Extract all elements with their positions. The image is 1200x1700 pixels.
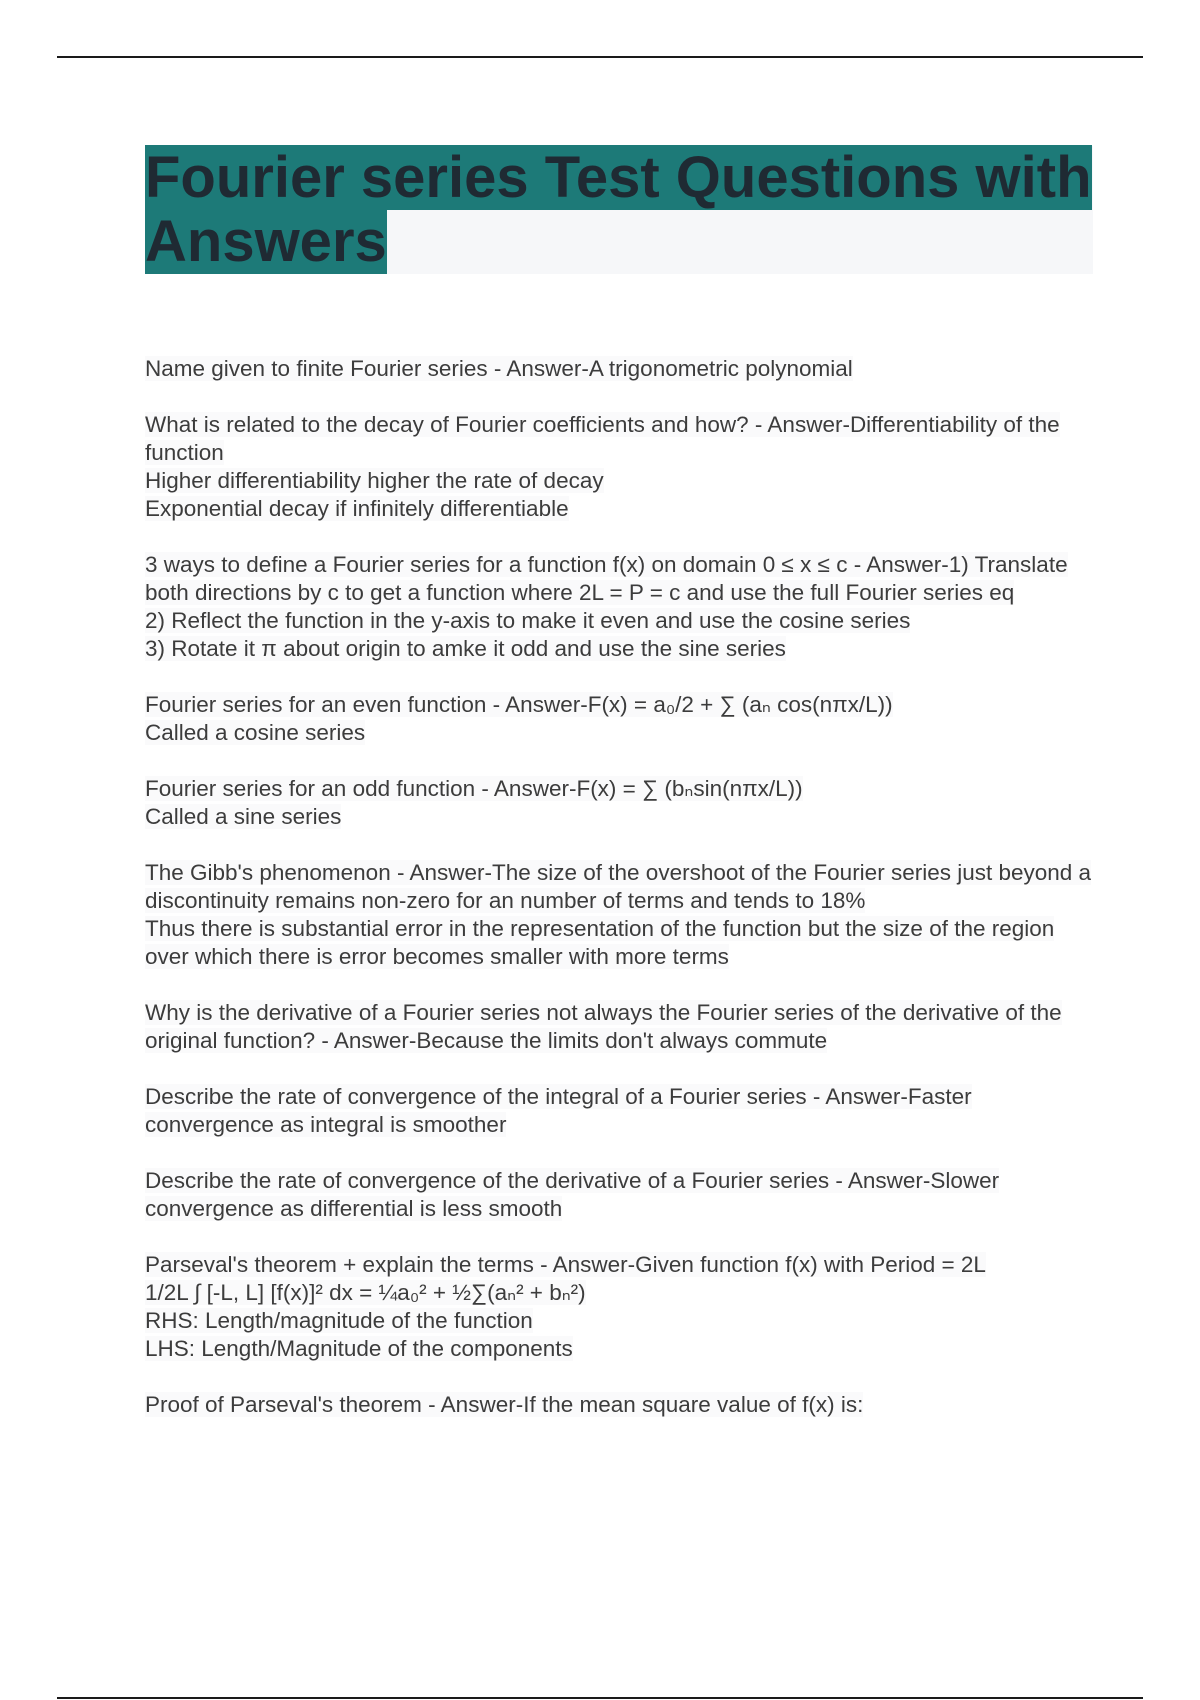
qa-item	[145, 775, 1095, 831]
qa-item	[145, 1167, 1095, 1223]
qa-item	[145, 691, 1095, 747]
footer-rule	[57, 1697, 1143, 1699]
qa-text: The Gibb's phenomenon - Answer-The size of the overshoot of the Fourier series just beyond a discontinuity remains non-zero for an number of terms and tends to 18% Thus there is substantial error in the representation of the function but the size of the region over which there is error becomes smaller with more terms	[145, 860, 1092, 969]
document-title: Fourier series Test Questions with Answers	[145, 145, 1092, 274]
qa-list	[145, 355, 1095, 1447]
qa-item	[145, 355, 1095, 383]
qa-text: Describe the rate of convergence of the integral of a Fourier series - Answer-Faster convergence as integral is smoother	[145, 1084, 972, 1137]
qa-item	[145, 859, 1095, 971]
title-block	[145, 146, 1093, 274]
qa-text: Describe the rate of convergence of the derivative of a Fourier series - Answer-Slower convergence as differential is less smooth	[145, 1168, 1000, 1221]
qa-item	[145, 999, 1095, 1055]
qa-text: 3 ways to define a Fourier series for a function f(x) on domain 0 ≤ x ≤ c - Answer-1) Translate both directions by c to get a function where 2L = P = c and use the full Fourier series eq 2) Reflect the function in the y-axis to make it even and use the cosine series 3) Rotate it π about origin to amke it odd and use the sine series	[145, 552, 1068, 661]
qa-text: Proof of Parseval's theorem - Answer-If the mean square value of f(x) is:	[145, 1392, 864, 1417]
qa-item	[145, 411, 1095, 523]
qa-text: Why is the derivative of a Fourier series not always the Fourier series of the derivative of the original function? - Answer-Because the limits don't always commute	[145, 1000, 1062, 1053]
qa-item	[145, 1391, 1095, 1419]
qa-text: Fourier series for an even function - Answer-F(x) = a₀/2 + ∑ (aₙ cos(nπx/L)) Called a cosine series	[145, 692, 893, 745]
qa-item	[145, 1083, 1095, 1139]
qa-text: Name given to finite Fourier series - Answer-A trigonometric polynomial	[145, 356, 853, 381]
qa-text: Fourier series for an odd function - Answer-F(x) = ∑ (bₙsin(nπx/L)) Called a sine series	[145, 776, 803, 829]
qa-item	[145, 551, 1095, 663]
qa-item	[145, 1251, 1095, 1363]
header-rule	[57, 56, 1143, 58]
qa-text: Parseval's theorem + explain the terms - Answer-Given function f(x) with Period = 2L 1/2L ∫ [-L, L] [f(x)]² dx = ¼a₀² + ½∑(aₙ² + bₙ²) RHS: Length/magnitude of the function LHS: Length/Magnitude of the components	[145, 1252, 986, 1361]
qa-text: What is related to the decay of Fourier coefficients and how? - Answer-Differentiability of the function Higher differentiability higher the rate of decay Exponential decay if infinitely differentiable	[145, 412, 1060, 521]
